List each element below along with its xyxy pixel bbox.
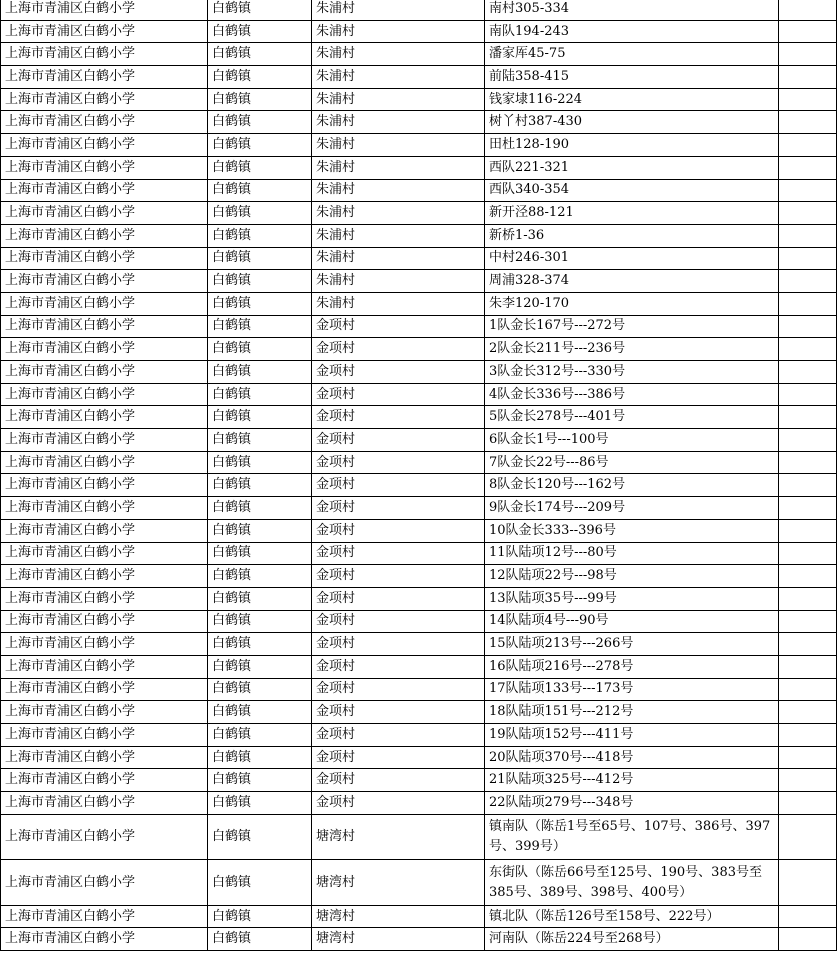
town-cell: 白鹤镇 — [208, 519, 312, 542]
note-cell — [779, 0, 837, 20]
town-cell: 白鹤镇 — [208, 497, 312, 520]
school-cell: 上海市青浦区白鹤小学 — [1, 429, 208, 452]
table-row — [1, 43, 837, 66]
table-row — [1, 0, 837, 20]
school-cell: 上海市青浦区白鹤小学 — [1, 224, 208, 247]
town-cell: 白鹤镇 — [208, 587, 312, 610]
area-cell: 南队194-243 — [485, 20, 779, 43]
town-cell: 白鹤镇 — [208, 179, 312, 202]
village-cell: 朱浦村 — [312, 202, 485, 225]
town-cell: 白鹤镇 — [208, 88, 312, 111]
school-cell: 上海市青浦区白鹤小学 — [1, 860, 208, 906]
table-row — [1, 542, 837, 565]
note-cell — [779, 406, 837, 429]
area-cell: 4队金长336号---386号 — [485, 383, 779, 406]
note-cell — [779, 66, 837, 89]
village-cell: 朱浦村 — [312, 66, 485, 89]
town-cell: 白鹤镇 — [208, 383, 312, 406]
note-cell — [779, 519, 837, 542]
note-cell — [779, 769, 837, 792]
area-cell: 6队金长1号---100号 — [485, 429, 779, 452]
table-row — [1, 406, 837, 429]
area-cell: 朱李120-170 — [485, 292, 779, 315]
note-cell — [779, 202, 837, 225]
school-cell: 上海市青浦区白鹤小学 — [1, 746, 208, 769]
village-cell: 朱浦村 — [312, 224, 485, 247]
school-cell: 上海市青浦区白鹤小学 — [1, 111, 208, 134]
town-cell: 白鹤镇 — [208, 315, 312, 338]
note-cell — [779, 497, 837, 520]
note-cell — [779, 814, 837, 860]
note-cell — [779, 474, 837, 497]
school-cell: 上海市青浦区白鹤小学 — [1, 519, 208, 542]
village-cell: 朱浦村 — [312, 179, 485, 202]
area-cell: 西队221-321 — [485, 156, 779, 179]
town-cell: 白鹤镇 — [208, 655, 312, 678]
note-cell — [779, 179, 837, 202]
town-cell: 白鹤镇 — [208, 429, 312, 452]
village-cell: 金项村 — [312, 383, 485, 406]
note-cell — [779, 905, 837, 928]
area-cell: 7队金长22号---86号 — [485, 451, 779, 474]
area-cell: 树丫村387-430 — [485, 111, 779, 134]
area-cell: 5队金长278号---401号 — [485, 406, 779, 429]
school-cell: 上海市青浦区白鹤小学 — [1, 769, 208, 792]
school-cell: 上海市青浦区白鹤小学 — [1, 156, 208, 179]
note-cell — [779, 88, 837, 111]
area-cell: 17队陆项133号---173号 — [485, 678, 779, 701]
school-cell: 上海市青浦区白鹤小学 — [1, 179, 208, 202]
table-row — [1, 247, 837, 270]
area-cell: 9队金长174号---209号 — [485, 497, 779, 520]
area-cell: 前陆358-415 — [485, 66, 779, 89]
village-cell: 金项村 — [312, 633, 485, 656]
school-cell: 上海市青浦区白鹤小学 — [1, 701, 208, 724]
town-cell: 白鹤镇 — [208, 724, 312, 747]
school-cell: 上海市青浦区白鹤小学 — [1, 66, 208, 89]
note-cell — [779, 383, 837, 406]
town-cell: 白鹤镇 — [208, 860, 312, 906]
school-cell: 上海市青浦区白鹤小学 — [1, 542, 208, 565]
town-cell: 白鹤镇 — [208, 565, 312, 588]
school-cell: 上海市青浦区白鹤小学 — [1, 724, 208, 747]
note-cell — [779, 542, 837, 565]
school-cell: 上海市青浦区白鹤小学 — [1, 134, 208, 157]
table-row — [1, 224, 837, 247]
area-cell: 10队金长333--396号 — [485, 519, 779, 542]
area-cell: 20队陆项370号---418号 — [485, 746, 779, 769]
area-cell: 8队金长120号---162号 — [485, 474, 779, 497]
town-cell: 白鹤镇 — [208, 610, 312, 633]
area-cell: 钱家埭116-224 — [485, 88, 779, 111]
village-cell: 塘湾村 — [312, 860, 485, 906]
town-cell: 白鹤镇 — [208, 292, 312, 315]
table-row — [1, 134, 837, 157]
area-cell: 2队金长211号---236号 — [485, 338, 779, 361]
village-cell: 金项村 — [312, 474, 485, 497]
village-cell: 朱浦村 — [312, 88, 485, 111]
note-cell — [779, 587, 837, 610]
table-row — [1, 20, 837, 43]
town-cell: 白鹤镇 — [208, 542, 312, 565]
table-row — [1, 383, 837, 406]
village-cell: 金项村 — [312, 587, 485, 610]
town-cell: 白鹤镇 — [208, 0, 312, 20]
village-cell: 金项村 — [312, 792, 485, 815]
town-cell: 白鹤镇 — [208, 701, 312, 724]
note-cell — [779, 633, 837, 656]
note-cell — [779, 429, 837, 452]
note-cell — [779, 224, 837, 247]
area-cell: 镇北队（陈岳126号至158号、222号） — [485, 905, 779, 928]
school-cell: 上海市青浦区白鹤小学 — [1, 202, 208, 225]
village-cell: 金项村 — [312, 338, 485, 361]
table-row — [1, 860, 837, 906]
town-cell: 白鹤镇 — [208, 361, 312, 384]
town-cell: 白鹤镇 — [208, 814, 312, 860]
school-cell: 上海市青浦区白鹤小学 — [1, 497, 208, 520]
note-cell — [779, 20, 837, 43]
village-cell: 朱浦村 — [312, 156, 485, 179]
school-cell: 上海市青浦区白鹤小学 — [1, 270, 208, 293]
area-cell: 11队陆项12号---80号 — [485, 542, 779, 565]
school-cell: 上海市青浦区白鹤小学 — [1, 610, 208, 633]
town-cell: 白鹤镇 — [208, 746, 312, 769]
school-cell: 上海市青浦区白鹤小学 — [1, 315, 208, 338]
area-cell: 18队陆项151号---212号 — [485, 701, 779, 724]
table-row — [1, 88, 837, 111]
area-cell: 3队金长312号---330号 — [485, 361, 779, 384]
table-row — [1, 905, 837, 928]
note-cell — [779, 361, 837, 384]
town-cell: 白鹤镇 — [208, 270, 312, 293]
town-cell: 白鹤镇 — [208, 406, 312, 429]
village-cell: 朱浦村 — [312, 111, 485, 134]
area-cell: 河南队（陈岳224号至268号） — [485, 928, 779, 951]
table-row — [1, 429, 837, 452]
village-cell: 塘湾村 — [312, 814, 485, 860]
village-cell: 朱浦村 — [312, 134, 485, 157]
town-cell: 白鹤镇 — [208, 202, 312, 225]
school-cell: 上海市青浦区白鹤小学 — [1, 633, 208, 656]
table-row — [1, 587, 837, 610]
note-cell — [779, 655, 837, 678]
table-row — [1, 769, 837, 792]
school-cell: 上海市青浦区白鹤小学 — [1, 383, 208, 406]
area-cell: 南村305-334 — [485, 0, 779, 20]
village-cell: 朱浦村 — [312, 247, 485, 270]
note-cell — [779, 134, 837, 157]
area-cell: 1队金长167号---272号 — [485, 315, 779, 338]
town-cell: 白鹤镇 — [208, 928, 312, 951]
table-row — [1, 678, 837, 701]
village-cell: 金项村 — [312, 769, 485, 792]
note-cell — [779, 451, 837, 474]
table-row — [1, 179, 837, 202]
town-cell: 白鹤镇 — [208, 338, 312, 361]
school-cell: 上海市青浦区白鹤小学 — [1, 905, 208, 928]
village-cell: 朱浦村 — [312, 43, 485, 66]
school-cell: 上海市青浦区白鹤小学 — [1, 565, 208, 588]
area-cell: 14队陆项4号---90号 — [485, 610, 779, 633]
area-cell: 新桥1-36 — [485, 224, 779, 247]
table-row — [1, 202, 837, 225]
school-cell: 上海市青浦区白鹤小学 — [1, 655, 208, 678]
table-row — [1, 292, 837, 315]
town-cell: 白鹤镇 — [208, 156, 312, 179]
school-cell: 上海市青浦区白鹤小学 — [1, 474, 208, 497]
village-cell: 金项村 — [312, 429, 485, 452]
note-cell — [779, 111, 837, 134]
village-cell: 朱浦村 — [312, 292, 485, 315]
note-cell — [779, 315, 837, 338]
school-cell: 上海市青浦区白鹤小学 — [1, 406, 208, 429]
area-cell: 东街队（陈岳66号至125号、190号、383号至385号、389号、398号、400号） — [485, 860, 779, 906]
table-row — [1, 270, 837, 293]
table-row — [1, 792, 837, 815]
note-cell — [779, 292, 837, 315]
village-cell: 塘湾村 — [312, 928, 485, 951]
village-cell: 朱浦村 — [312, 20, 485, 43]
area-cell: 22队陆项279号---348号 — [485, 792, 779, 815]
table-row — [1, 451, 837, 474]
school-cell: 上海市青浦区白鹤小学 — [1, 88, 208, 111]
note-cell — [779, 338, 837, 361]
village-cell: 金项村 — [312, 406, 485, 429]
town-cell: 白鹤镇 — [208, 792, 312, 815]
table-row — [1, 610, 837, 633]
area-cell: 田杜128-190 — [485, 134, 779, 157]
school-cell: 上海市青浦区白鹤小学 — [1, 451, 208, 474]
area-cell: 13队陆项35号---99号 — [485, 587, 779, 610]
village-cell: 金项村 — [312, 701, 485, 724]
area-cell: 西队340-354 — [485, 179, 779, 202]
note-cell — [779, 247, 837, 270]
village-cell: 金项村 — [312, 542, 485, 565]
table-row — [1, 361, 837, 384]
school-cell: 上海市青浦区白鹤小学 — [1, 0, 208, 20]
note-cell — [779, 270, 837, 293]
village-cell: 朱浦村 — [312, 0, 485, 20]
table-row — [1, 701, 837, 724]
village-cell: 金项村 — [312, 724, 485, 747]
table-row — [1, 338, 837, 361]
table-row — [1, 814, 837, 860]
town-cell: 白鹤镇 — [208, 678, 312, 701]
table-body — [1, 0, 837, 951]
area-cell: 19队陆项152号---411号 — [485, 724, 779, 747]
school-cell: 上海市青浦区白鹤小学 — [1, 20, 208, 43]
area-cell: 中村246-301 — [485, 247, 779, 270]
town-cell: 白鹤镇 — [208, 451, 312, 474]
town-cell: 白鹤镇 — [208, 111, 312, 134]
table-row — [1, 724, 837, 747]
town-cell: 白鹤镇 — [208, 43, 312, 66]
table-row — [1, 315, 837, 338]
school-cell: 上海市青浦区白鹤小学 — [1, 928, 208, 951]
school-cell: 上海市青浦区白鹤小学 — [1, 587, 208, 610]
town-cell: 白鹤镇 — [208, 905, 312, 928]
note-cell — [779, 678, 837, 701]
note-cell — [779, 928, 837, 951]
village-cell: 金项村 — [312, 315, 485, 338]
table-row — [1, 156, 837, 179]
village-cell: 金项村 — [312, 655, 485, 678]
note-cell — [779, 860, 837, 906]
village-cell: 金项村 — [312, 451, 485, 474]
village-cell: 金项村 — [312, 519, 485, 542]
area-cell: 潘家厍45-75 — [485, 43, 779, 66]
village-cell: 朱浦村 — [312, 270, 485, 293]
village-cell: 金项村 — [312, 497, 485, 520]
area-cell: 12队陆项22号---98号 — [485, 565, 779, 588]
note-cell — [779, 701, 837, 724]
area-cell: 镇南队（陈岳1号至65号、107号、386号、397号、399号） — [485, 814, 779, 860]
town-cell: 白鹤镇 — [208, 247, 312, 270]
school-cell: 上海市青浦区白鹤小学 — [1, 814, 208, 860]
village-cell: 塘湾村 — [312, 905, 485, 928]
school-cell: 上海市青浦区白鹤小学 — [1, 361, 208, 384]
village-cell: 金项村 — [312, 361, 485, 384]
town-cell: 白鹤镇 — [208, 633, 312, 656]
town-cell: 白鹤镇 — [208, 134, 312, 157]
school-cell: 上海市青浦区白鹤小学 — [1, 43, 208, 66]
table-row — [1, 746, 837, 769]
town-cell: 白鹤镇 — [208, 474, 312, 497]
table-row — [1, 519, 837, 542]
town-cell: 白鹤镇 — [208, 769, 312, 792]
area-cell: 新开泾88-121 — [485, 202, 779, 225]
school-cell: 上海市青浦区白鹤小学 — [1, 247, 208, 270]
table-row — [1, 474, 837, 497]
village-cell: 金项村 — [312, 678, 485, 701]
table-row — [1, 928, 837, 951]
table-row — [1, 565, 837, 588]
note-cell — [779, 724, 837, 747]
village-cell: 金项村 — [312, 746, 485, 769]
table-row — [1, 66, 837, 89]
town-cell: 白鹤镇 — [208, 66, 312, 89]
school-cell: 上海市青浦区白鹤小学 — [1, 338, 208, 361]
note-cell — [779, 156, 837, 179]
note-cell — [779, 792, 837, 815]
school-cell: 上海市青浦区白鹤小学 — [1, 678, 208, 701]
table-row — [1, 633, 837, 656]
table-row — [1, 111, 837, 134]
area-cell: 16队陆项216号---278号 — [485, 655, 779, 678]
town-cell: 白鹤镇 — [208, 20, 312, 43]
area-cell: 周浦328-374 — [485, 270, 779, 293]
note-cell — [779, 746, 837, 769]
table-row — [1, 497, 837, 520]
note-cell — [779, 43, 837, 66]
school-cell: 上海市青浦区白鹤小学 — [1, 292, 208, 315]
area-cell: 21队陆项325号---412号 — [485, 769, 779, 792]
village-cell: 金项村 — [312, 565, 485, 588]
note-cell — [779, 565, 837, 588]
table-row — [1, 655, 837, 678]
school-cell: 上海市青浦区白鹤小学 — [1, 792, 208, 815]
town-cell: 白鹤镇 — [208, 224, 312, 247]
village-cell: 金项村 — [312, 610, 485, 633]
note-cell — [779, 610, 837, 633]
area-cell: 15队陆项213号---266号 — [485, 633, 779, 656]
